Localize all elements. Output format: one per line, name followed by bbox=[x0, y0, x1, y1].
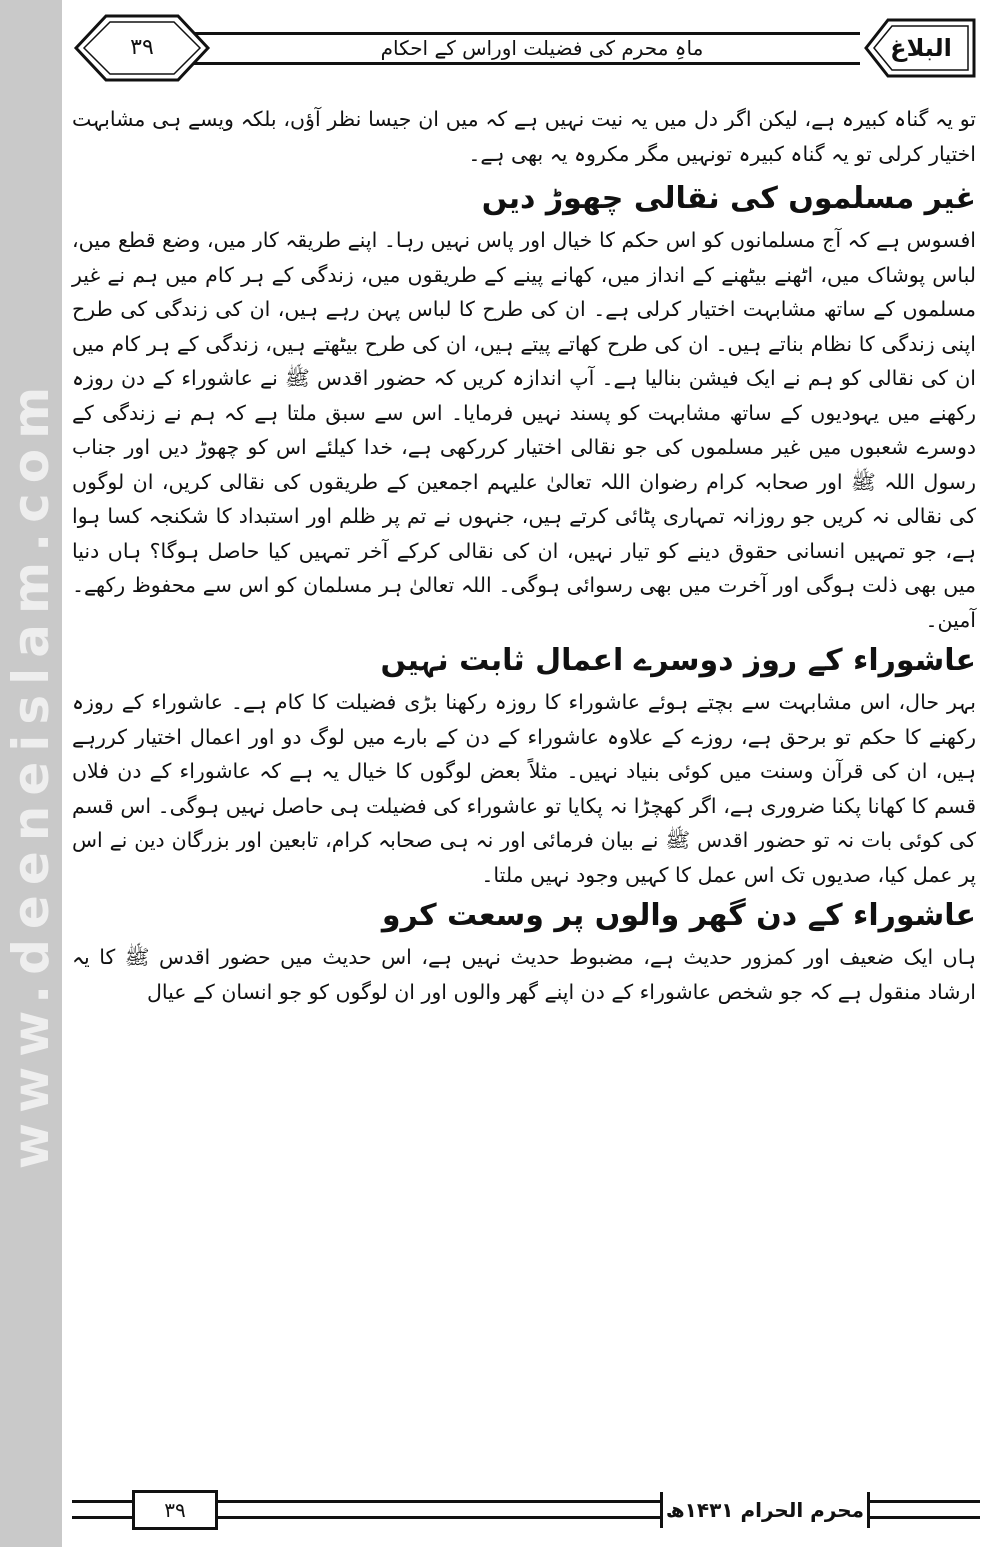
paragraph: بہر حال، اس مشابہت سے بچتے ہوئے عاشوراء کا روزہ رکھنا بڑی فضیلت کا کام ہے۔ عاشوراء کے روزہ رکھنے کا حکم تو برحق ہے، روزے کے علاوہ عاشوراء کے دن کے بارے میں لوگ دو اور اعمال اختیار کررہے ہیں، ان کی قرآن وسنت میں کوئی بنیاد نہیں۔ مثلاً بعض لوگوں کا خیال یہ ہے کہ عاشوراء کے دن فلاں قسم کا کھانا پکنا ضروری ہے، اگر کھچڑا نہ پکایا تو عاشوراء کی فضیلت ہی حاصل نہیں ہوگی۔ اس قسم کی کوئی بات نہ تو حضور اقدس ﷺ نے بیان فرمائی اور نہ ہی صحابہ کرام، تابعین اور بزرگان دین نے اس پر عمل کیا، صدیوں تک اس عمل کا کہیں وجود نہیں ملتا۔ bbox=[72, 690, 976, 887]
chapter-title: ماہِ محرم کی فضیلت اوراس کے احکام bbox=[380, 36, 704, 60]
intro-paragraph: تو یہ گناہ کبیرہ ہے، لیکن اگر دل میں یہ نیت نہیں ہے کہ میں ان جیسا نظر آؤں، بلکہ ویسے ہی مشابہت اختیار کرلی تو یہ گناہ کبیرہ تونہیں مگر مکروہ یہ بھی ہے۔ bbox=[72, 107, 976, 166]
page-number-frame bbox=[72, 12, 212, 84]
footer-rule bbox=[72, 1500, 132, 1503]
footer-rule bbox=[218, 1516, 660, 1519]
paragraph: افسوس ہے کہ آج مسلمانوں کو اس حکم کا خیال اور پاس نہیں رہا۔ اپنے طریقہ کار میں، وضع قطع میں، لباس پوشاک میں، اٹھنے بیٹھنے کے انداز میں، کھانے پینے کے طریقوں میں، زندگی کے ہر کام میں ہم نے غیر مسلموں کے ساتھ مشابہت اختیار کرلی ہے۔ ان کی طرح کا لباس پہن رہے ہیں، ان کی زندگی کی طرح اپنی زندگی کا نظام بناتے ہیں۔ ان کی طرح کھاتے پیتے ہیں، ان کی طرح بیٹھتے ہیں، زندگی کے ہر کام میں ان کی نقالی کو ہم نے ایک فیشن بنالیا ہے۔ آپ اندازہ کریں کہ حضور اقدس ﷺ نے عاشوراء کے دن روزہ رکھنے میں یہودیوں کے ساتھ مشابہت کو پسند نہیں فرمایا۔ اس سے سبق ملتا ہے کہ ہم نے زندگی کے دوسرے شعبوں میں غیر مسلموں کی جو نقالی اختیار کررکھی ہے، خدا کیلئے اس کو چھوڑ دیں اور جناب رسول اللہ ﷺ اور صحابہ کرام رضوان اللہ تعالیٰ علیہم اجمعین کے طریقوں کی نقالی کریں، ان لوگوں کی نقالی نہ کریں جو روزانہ تمہاری پٹائی کرتے ہیں، جنہوں نے تم پر ظلم اور استبداد کا شکنجہ کسا ہوا ہے، جو تمہیں انسانی حقوق دینے کو تیار نہیں، ان کی نقالی کرکے آخر تمہیں کیا حاصل ہوگا؟ ہاں دنیا میں بھی ذلت ہوگی اور آخرت میں بھی رسوائی ہوگی۔ اللہ تعالیٰ ہر مسلمان کو اس سے محفوظ رکھے۔ آمین۔ bbox=[72, 228, 976, 632]
website-watermark: www.deeneislam.com bbox=[2, 376, 60, 1170]
left-margin-strip bbox=[0, 0, 62, 1547]
magazine-logo bbox=[862, 16, 980, 80]
page-header bbox=[72, 12, 980, 84]
footer-page-number: ۳۹ bbox=[132, 1490, 218, 1530]
footer-rule bbox=[218, 1500, 660, 1503]
footer-rule bbox=[870, 1516, 980, 1519]
header-rule-top bbox=[152, 32, 860, 35]
section-heading: عاشوراء کے دن گھر والوں پر وسعت کرو bbox=[381, 898, 976, 933]
paragraph: ہاں ایک ضعیف اور کمزور حدیث ہے، مضبوط حدیث نہیں ہے، اس حدیث میں حضور اقدس ﷺ کا یہ ارشاد منقول ہے کہ جو شخص عاشوراء کے دن اپنے گھر والوں اور ان لوگوں کو جو انسان کے عیال bbox=[72, 945, 976, 1004]
section-heading: غیر مسلموں کی نقالی چھوڑ دیں bbox=[481, 181, 976, 216]
logo-text: البلاغ bbox=[890, 34, 952, 62]
section-heading: عاشوراء کے روز دوسرے اعمال ثابت نہیں bbox=[380, 643, 976, 678]
header-rule-bottom bbox=[152, 62, 860, 65]
article-body bbox=[72, 102, 976, 1009]
header-page-number: ۳۹ bbox=[130, 35, 154, 60]
footer-rule bbox=[870, 1500, 980, 1503]
footer-rule bbox=[72, 1516, 132, 1519]
footer-issue-date: محرم الحرام ۱۴۳۱ھ bbox=[660, 1492, 870, 1528]
page-footer bbox=[72, 1488, 980, 1532]
